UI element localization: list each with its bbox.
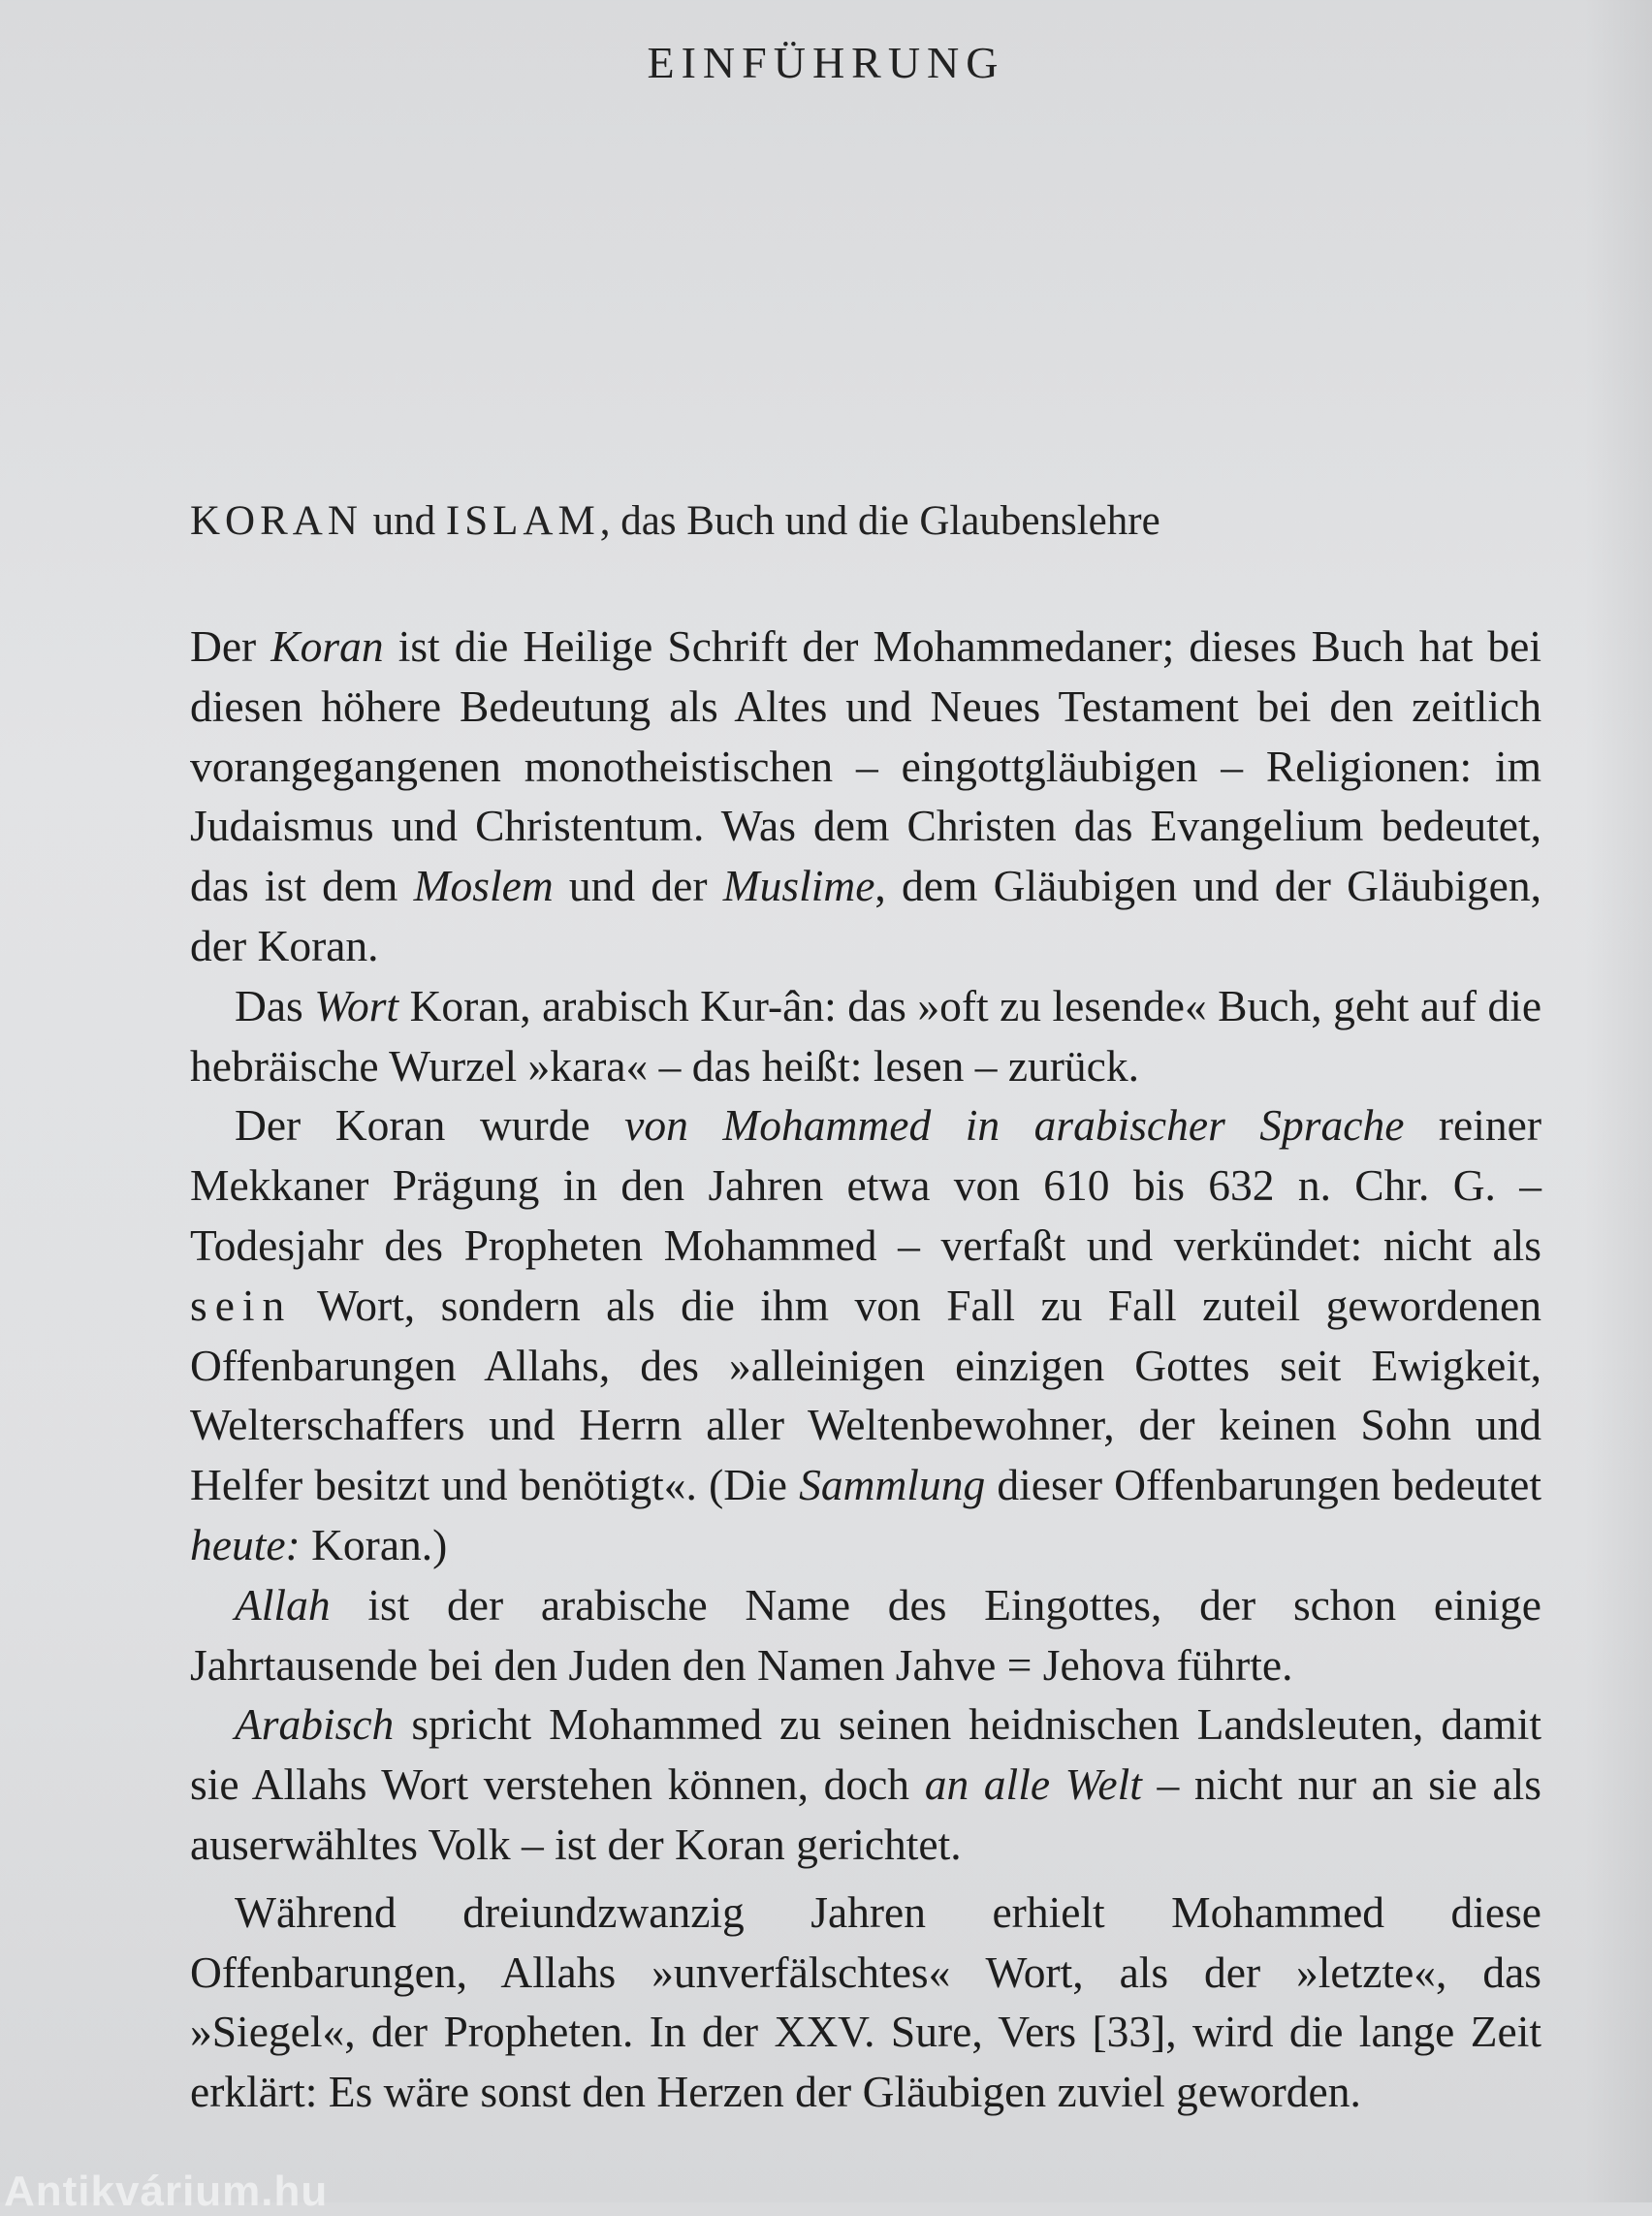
text-span: Koran, arabisch Kur-ân: das »oft zu lesende« Buch, geht auf die hebräische Wurzel »kara« – das heißt: lesen – zurück. bbox=[190, 980, 1542, 1091]
text-span: dieser Offenbarungen bedeutet bbox=[997, 1460, 1542, 1510]
text-span: ist der arabische Name des Eingottes, der schon einige Jahrtausende bei den Juden den Namen Jahve = Jehova führte. bbox=[190, 1579, 1541, 1690]
text-span: Der Koran wurde bbox=[235, 1100, 590, 1151]
paragraph-3 bbox=[190, 1095, 1541, 1574]
text-span: , dem Gläubigen und der Gläubigen, der Koran. bbox=[190, 861, 1542, 970]
spaced-sein: sein bbox=[190, 1280, 293, 1330]
emphasis-muslime: Muslime bbox=[722, 861, 875, 911]
text-span: – nicht nur an sie als auserwähltes Volk – ist der Koran gerichtet. bbox=[190, 1759, 1541, 1869]
heading-islam: ISLAM bbox=[445, 498, 600, 544]
page-edge-shadow bbox=[1584, 0, 1652, 2202]
emphasis-an-alle-welt: an alle Welt bbox=[924, 1759, 1142, 1810]
paragraph-4 bbox=[190, 1575, 1541, 1695]
emphasis-sammlung: Sammlung bbox=[799, 1460, 986, 1510]
text-span: Der bbox=[190, 621, 257, 671]
text-span: Wort, sondern als die ihm von Fall zu Fall zuteil gewordenen Offenbarungen Allahs, des »alleinigen einzigen Gottes seit Ewigkeit, Welterschaffers und Herrn aller Weltenbewohner, der keinen Sohn und Helfer besitzt und benötigt«. (Die bbox=[190, 1280, 1541, 1510]
text-span: spricht Mohammed zu seinen heidnischen Landsleuten, damit sie Allahs Wort verstehen können, doch bbox=[190, 1699, 1541, 1810]
watermark: Antikvárium.hu bbox=[4, 2168, 329, 2215]
emphasis-mohammed-sprache: von Mohammed in arabischer Sprache bbox=[624, 1100, 1405, 1151]
paragraph-2 bbox=[190, 976, 1541, 1096]
text-span: Koran.) bbox=[311, 1519, 448, 1569]
emphasis-koran: Koran bbox=[270, 621, 384, 671]
emphasis-arabisch: Arabisch bbox=[235, 1699, 395, 1750]
section-heading bbox=[190, 497, 1160, 545]
emphasis-moslem: Moslem bbox=[413, 861, 554, 911]
emphasis-wort: Wort bbox=[314, 980, 399, 1030]
chapter-title: EINFÜHRUNG bbox=[647, 38, 1005, 87]
text-span: ist die Heilige Schrift der Mohammedaner; dieses Buch hat bei diesen höhere Bedeutung als Altes und Neues Testament bei den zeitlich vorangegangenen monotheistischen – eingottgläubigen – Religionen: im Judaismus und Christentum. Was dem Christen das Evangelium bedeutet, das ist dem bbox=[190, 621, 1542, 911]
text-span: Während dreiundzwanzig Jahren erhielt Mohammed diese Offenbarungen, Allahs »unverfälschtes« Wort, als der »letzte«, das »Siegel«, der Propheten. In der XXV. Sure, Vers [33], wird die lange Zeit erklärt: Es wäre sonst den Herzen der Gläubigen zuviel geworden. bbox=[190, 1886, 1541, 2117]
text-span: und der bbox=[568, 861, 708, 911]
emphasis-heute: heute: bbox=[190, 1519, 301, 1569]
body-text bbox=[190, 617, 1541, 2122]
paragraph-1 bbox=[190, 617, 1541, 976]
heading-und: und bbox=[372, 498, 436, 544]
text-span: Das bbox=[235, 980, 303, 1030]
heading-koran: KORAN bbox=[190, 498, 363, 544]
paragraph-5 bbox=[190, 1694, 1541, 1874]
paragraph-6 bbox=[190, 1883, 1541, 2122]
text-span: reiner Mekkaner Prägung in den Jahren etwa von 610 bis 632 n. Chr. G. – Todesjahr des Propheten Mohammed – verfaßt und verkündet: nicht als bbox=[190, 1100, 1541, 1270]
emphasis-allah: Allah bbox=[235, 1579, 331, 1630]
heading-rest: , das Buch und die Glaubenslehre bbox=[599, 498, 1160, 544]
